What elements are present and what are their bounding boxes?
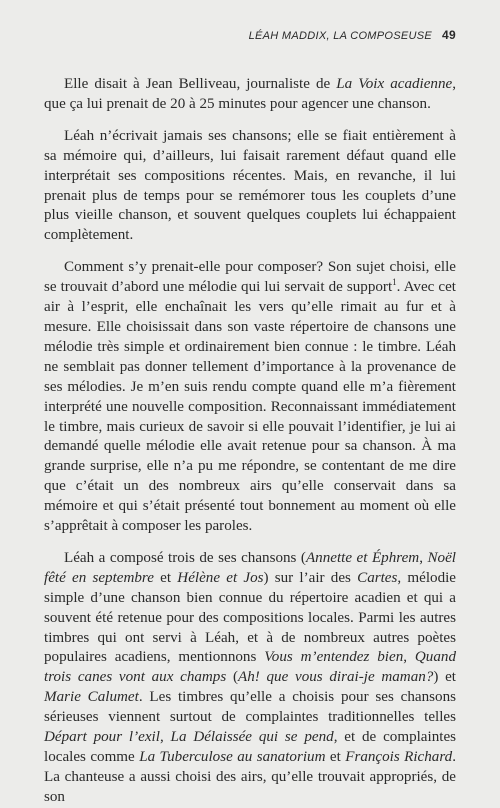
italic-title: La Voix acadienne [336, 76, 453, 92]
italic-title: La Tuberculose au sanatorium [139, 749, 326, 765]
text-run: , [419, 549, 428, 566]
paragraph [44, 258, 456, 537]
paragraph [44, 75, 456, 115]
running-header [44, 28, 456, 42]
italic-title: François Richard [345, 749, 453, 765]
italic-title: Vous m’entendez bien [264, 649, 404, 666]
italic-title: Hélène et Jos [177, 569, 264, 586]
text-run: , [403, 649, 415, 666]
footnote-marker: 1 [392, 277, 397, 288]
italic-title: Ah! que vous dirai-je maman? [237, 669, 434, 686]
text-run: . La chanteuse a aussi choisi des airs, qu’elle trouvait appropriés, de son [44, 749, 456, 805]
text-run: Elle disait à Jean Belliveau, journaliste de [64, 76, 337, 92]
page-number: 49 [442, 28, 456, 42]
text-run: . Les timbres qu’elle a choisis pour ses chansons sérieuses viennent surtout de complaintes traditionnelles telles [44, 689, 456, 726]
text-run: , que ça lui prenait de 20 à 25 minutes pour agencer une chanson. [44, 76, 457, 112]
italic-title: Cartes [357, 569, 398, 586]
text-run: ) sur l’air des [263, 569, 358, 586]
text-run: . Avec cet air à l’esprit, elle enchaînait les vers qu’elle rimait au fur et à mesure. Elle choisissait dans son vaste répertoire de chansons une mélodie très simple et ordinairement bien connue : le timbre. Léah ne semblait pas donner tellement d’importance à la provenance de ses mélodies. Je m’en suis rendu compte quand elle m’a fièrement interprété une nouvelle composition. Reconnaissant immédiatement le timbre, mais curieux de savoir si elle pouvait l’identifier, je lui ai demandé quelle mélodie elle avait retenue pour sa chanson. À ma grande surprise, elle n’a pu me répondre, se contentant de me dire que c’était un des nombreux airs qu’elle conservait dans sa mémoire et qui s’était présenté tout bonnement au moment où elle s’apprêtait à composer les paroles. [44, 279, 456, 535]
italic-title: Quand trois canes vont aux champs [44, 649, 456, 686]
text-run: et [325, 749, 346, 765]
text-run: , [159, 729, 171, 746]
italic-title: Noël fêté en septembre [44, 549, 456, 586]
italic-title: Marie Calumet [44, 689, 139, 706]
italic-title: Annette et Éphrem [305, 549, 420, 566]
paragraph [44, 549, 456, 808]
paragraph [44, 127, 456, 246]
text-run: , et de complaintes locales comme [44, 729, 457, 765]
body-text [44, 75, 456, 808]
text-run: Léah n’écrivait jamais ses chansons; elle se fiait entièrement à sa mémoire qui, d’ailleurs, lui faisait rarement défaut quand elle interprétait ses compositions récentes. Mais, en revanche, il lui prenait plus de temps pour se remémorer tous les couplets d’une plus vieille chanson, et souvent quelques couplets lui échappaient complètement. [44, 127, 456, 244]
text-run: ( [226, 669, 238, 686]
text-run: Léah a composé trois de ses chansons ( [64, 549, 306, 566]
italic-title: La Délaissée qui se pend [170, 729, 334, 746]
running-title: LÉAH MADDIX, LA COMPOSEUSE [248, 30, 433, 42]
text-run: ) et [433, 669, 456, 686]
text-run: , mélodie simple d’une chanson bien connue du répertoire acadien et qui a souvent été retenue pour des compositions locales. Parmi les autres timbres qui ont servi à Léah, et à de nombreux autres poètes populaires acadiens, mentionnons [44, 569, 457, 666]
text-run: Comment s’y prenait-elle pour composer? Son sujet choisi, elle se trouvait d’abord une mélodie qui lui servait de support [44, 259, 456, 296]
italic-title: Départ pour l’exil [44, 729, 160, 746]
text-run: et [153, 569, 178, 586]
